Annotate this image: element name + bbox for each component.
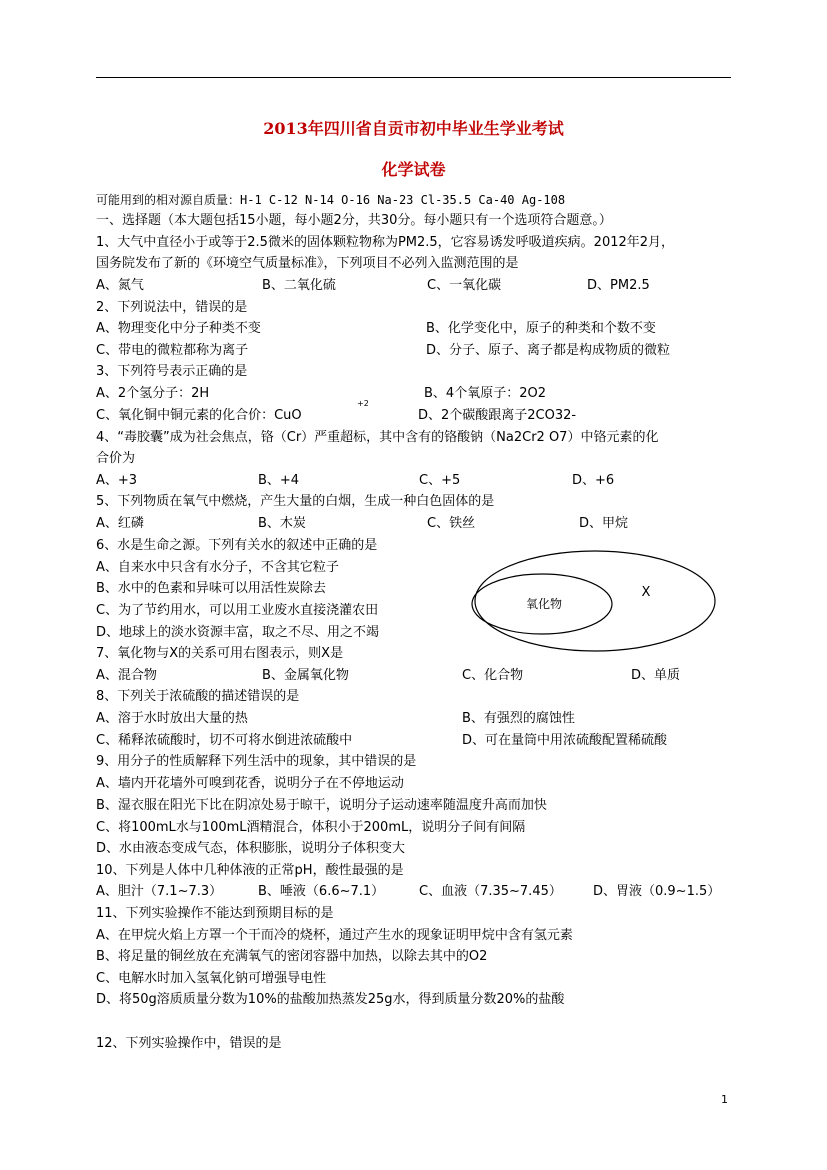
- header-rule: [96, 77, 731, 78]
- q2-option-b: B、化学变化中，原子的种类和个数不变: [426, 321, 656, 336]
- inner-label: 氧化物: [525, 597, 563, 611]
- q7-option-a: A、混合物: [96, 668, 157, 683]
- q11-option-d: D、将50g溶质质量分数为10%的盐酸加热蒸发25g水，得到质量分数20%的盐酸: [96, 992, 565, 1007]
- section-heading: 一、选择题（本大题包括15小题，每小题2分，共30分。每小题只有一个选项符合题意。）: [96, 213, 612, 228]
- q7-option-d: D、单质: [631, 668, 681, 683]
- q4-stem-line2: 合价为: [96, 451, 136, 466]
- q5-option-d: D、甲烷: [579, 516, 629, 531]
- q7-option-b: B、金属氧化物: [262, 668, 349, 683]
- q9-option-a: A、墙内开花墙外可嗅到花香，说明分子在不停地运动: [96, 776, 404, 791]
- q7-stem: 7、氧化物与X的关系可用右图表示，则X是: [96, 646, 344, 661]
- q2-option-a: A、物理变化中分子种类不变: [96, 321, 261, 336]
- exam-subtitle: 化学试卷: [381, 160, 446, 179]
- q10-option-a: A、胆汁（7.1~7.3）: [96, 884, 223, 899]
- atomic-masses: 可能用到的相对源自质量：H-1 C-12 N-14 O-16 Na-23 Cl-35.5 Ca-40 Ag-108: [96, 193, 566, 207]
- q10-stem: 10、下列是人体中几种体液的正常pH，酸性最强的是: [96, 863, 404, 878]
- q8-stem: 8、下列关于浓硫酸的描述错误的是: [96, 689, 300, 704]
- q3-option-b: B、4个氧原子：2O2: [424, 386, 546, 401]
- q8-option-c: C、稀释浓硫酸时，切不可将水倒进浓硫酸中: [96, 733, 353, 748]
- q7-option-c: C、化合物: [462, 668, 524, 683]
- q1-stem-line2: 国务院发布了新的《环境空气质量标准》，下列项目不必列入监测范围的是: [96, 256, 519, 271]
- page-number: 1: [721, 1093, 728, 1106]
- q4-option-c: C、+5: [419, 473, 461, 488]
- q3-valence-superscript: +2: [357, 399, 369, 408]
- q5-option-c: C、铁丝: [427, 516, 476, 531]
- q5-option-a: A、红磷: [96, 516, 144, 531]
- q9-stem: 9、用分子的性质解释下列生活中的现象，其中错误的是: [96, 754, 417, 769]
- q11-option-a: A、在甲烷火焰上方罩一个干而冷的烧杯，通过产生水的现象证明甲烷中含有氢元素: [96, 928, 573, 943]
- q9-option-b: B、湿衣服在阳光下比在阴凉处易于晾干，说明分子运动速率随温度升高而加快: [96, 798, 547, 813]
- q4-stem-line1: 4、“毒胶囊”成为社会焦点，铬（Cr）严重超标，其中含有的铬酸钠（Na2Cr2 O7）中铬元素的化: [96, 430, 659, 445]
- q10-option-d: D、胃液（0.9~1.5）: [593, 884, 721, 899]
- exam-title: 2013年四川省自贡市初中毕业生学业考试: [263, 119, 564, 138]
- q6-option-a: A、自来水中只含有水分子，不含其它粒子: [96, 560, 339, 575]
- q1-option-a: A、氮气: [96, 278, 144, 293]
- q6-option-c: C、为了节约用水，可以用工业废水直接浇灌农田: [96, 603, 379, 618]
- outer-label: X: [641, 585, 651, 600]
- q5-stem: 5、下列物质在氧气中燃烧，产生大量的白烟，生成一种白色固体的是: [96, 494, 495, 509]
- q1-option-b: B、二氧化硫: [262, 278, 336, 293]
- q8-option-a: A、溶于水时放出大量的热: [96, 711, 248, 726]
- q1-option-c: C、一氧化碳: [427, 278, 502, 293]
- q6-option-d: D、地球上的淡水资源丰富，取之不尽、用之不竭: [96, 625, 380, 640]
- q2-option-d: D、分子、原子、离子都是构成物质的微粒: [426, 343, 671, 358]
- q8-option-d: D、可在量筒中用浓硫酸配置稀硫酸: [462, 733, 668, 748]
- q1-option-d: D、PM2.5: [587, 278, 650, 293]
- q1-stem-line1: 1、大气中直径小于或等于2.5微米的固体颗粒物称为PM2.5，它容易诱发呼吸道疾病。2012年2月，: [96, 235, 675, 250]
- q11-option-b: B、将足量的铜丝放在充满氧气的密闭容器中加热，以除去其中的O2: [96, 949, 488, 964]
- q10-option-b: B、唾液（6.6~7.1）: [258, 884, 385, 899]
- q2-option-c: C、带电的微粒都称为离子: [96, 343, 249, 358]
- q9-option-d: D、水由液态变成气态，体积膨胀，说明分子体积变大: [96, 841, 406, 856]
- q10-option-c: C、血液（7.35~7.45）: [419, 884, 562, 899]
- q3-option-d: D、2个碳酸跟离子2CO32-: [418, 408, 577, 423]
- q2-stem: 2、下列说法中，错误的是: [96, 300, 248, 315]
- q12-stem: 12、下列实验操作中，错误的是: [96, 1036, 282, 1051]
- q6-stem: 6、水是生命之源。下列有关水的叙述中正确的是: [96, 538, 378, 553]
- q3-option-c: C、氧化铜中铜元素的化合价：CuO: [96, 408, 302, 423]
- q4-option-b: B、+4: [258, 473, 300, 488]
- q6-option-b: B、水中的色素和异味可以用活性炭除去: [96, 581, 326, 596]
- q3-stem: 3、下列符号表示正确的是: [96, 364, 248, 379]
- q3-option-a: A、2个氢分子：2H: [96, 386, 210, 401]
- q4-option-d: D、+6: [572, 473, 615, 488]
- q11-option-c: C、电解水时加入氢氧化钠可增强导电性: [96, 971, 327, 986]
- q4-option-a: A、+3: [96, 473, 138, 488]
- q11-stem: 11、下列实验操作不能达到预期目标的是: [96, 906, 334, 921]
- q8-option-b: B、有强烈的腐蚀性: [462, 711, 575, 726]
- q9-option-c: C、将100mL水与100mL酒精混合，体积小于200mL，说明分子间有间隔: [96, 820, 526, 835]
- q5-option-b: B、木炭: [258, 516, 306, 531]
- oxide-relation-diagram: [470, 548, 730, 658]
- outer-ellipse-x: [475, 551, 715, 651]
